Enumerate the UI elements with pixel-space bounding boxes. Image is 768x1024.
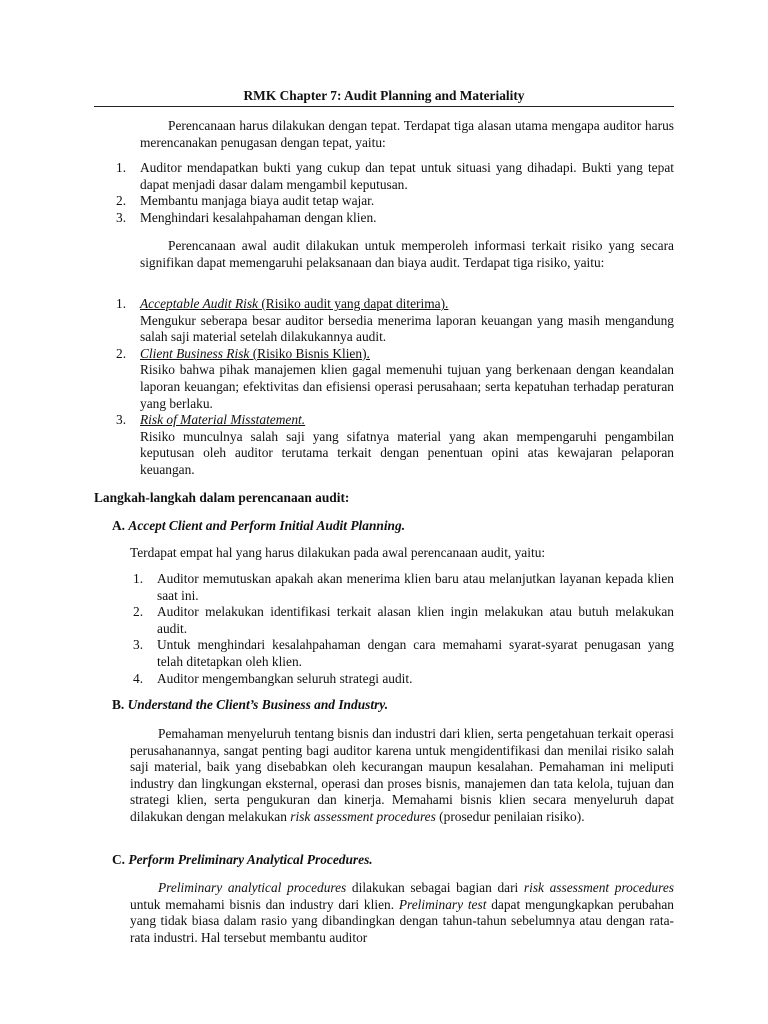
risk-heading [140,296,448,311]
list-item-text: Auditor mengembangkan seluruh strategi audit. [157,670,413,686]
risk-term: Risk of Material Misstatement. [140,412,306,428]
section-a-intro: Terdapat empat hal yang harus dilakukan pada awal perencanaan audit, yaitu: [130,545,546,560]
list-number: 3. [116,412,127,428]
section-c-term: risk assessment procedures [523,880,674,895]
list-item [133,571,674,604]
list-number: 1. [116,296,127,311]
section-c-heading [112,852,373,869]
risk-term: Acceptable Audit Risk [140,296,258,311]
risks-list [116,296,674,479]
section-title: Accept Client and Perform Initial Audit Planning. [128,518,406,533]
list-number: 2. [116,193,127,209]
list-item-text: Auditor mendapatkan bukti yang cukup dan tepat untuk situasi yang dihadapi. Bukti yang tepat dapat menjadi dasar dalam mengambil keputusan. [140,160,674,192]
list-item-text: Membantu manjaga biaya audit tetap wajar. [140,193,375,209]
risk-gloss: (Risiko audit yang dapat diterima). [258,296,449,311]
list-number: 3. [116,209,127,225]
list-item-text: Menghindari kesalahpahaman dengan klien. [140,209,377,225]
section-b-term: risk assessment procedures [290,808,436,824]
list-item [116,412,674,478]
risk-description: Risiko bahwa pihak manajemen klien gagal memenuhi tujuan yang berkenaan dengan keandalan laporan keuangan; efektivitas dan efisiensi operasi perusahaan; serta kepatuhan terhadap peraturan yang berlaku. [140,362,674,411]
list-item [133,637,674,670]
list-item [116,209,674,227]
section-title: Understand the Client’s Business and Industry. [127,697,389,712]
section-c-text: dapat mengungkapkan perubahan yang tidak biasa dalam rasio yang dibandingkan dengan tahun-tahun sebelumnya atau dengan rata-rata industri. Hal tersebut membantu auditor [130,896,675,945]
risk-description: Mengukur seberapa besar auditor bersedia menerima laporan keuangan yang masih mengandung salah saji material setelah dilakukannya audit. [140,312,674,345]
list-item [116,296,674,346]
section-a-heading [112,518,405,535]
section-c-term: Preliminary test [398,896,487,912]
risk-heading [140,346,370,361]
list-number: 3. [133,637,144,653]
intro-paragraph: Perencanaan harus dilakukan dengan tepat. Terdapat tiga alasan utama mengapa auditor harus merencanakan penugasan dengan tepat, yaitu: [140,118,674,150]
list-number: 1. [133,571,144,586]
section-b-text-end: (prosedur penilaian risiko). [435,808,585,824]
section-letter: B. [112,697,125,712]
risk-description: Risiko munculnya salah saji yang sifatnya material yang akan mempengaruhi pengambilan keputusan oleh auditor terutama terkait dengan penentuan opini atas kewajaran pelaporan keuangan. [140,428,674,477]
risk-term: Client Business Risk [140,345,250,361]
list-item [133,670,674,688]
section-a-list [133,571,674,687]
section-letter: A. [112,518,126,533]
list-item-text: Untuk menghindari kesalahpahaman dengan cara memahami syarat-syarat penugasan yang telah ditetapkan oleh klien. [157,637,674,669]
section-c-text: dilakukan sebagai bagian dari [346,880,524,895]
list-item [133,604,674,637]
page-title: RMK Chapter 7: Audit Planning and Materiality [243,88,525,103]
section-b-text: Pemahaman menyeluruh tentang bisnis dan industri dari klien, serta pengetahuan terkait operasi perusahanannya, sangat penting bagi auditor karena untuk mengidentifikasi dan menilai risiko salah saji material, baik yang disebabkan oleh kecurangan maupun kesalahan. Pemahaman ini meliputi industry dan lingkungan eksternal, operasi dan proses bisnis, manajemen dan tata kelola, tujuan dan strategi klien, serta pengukuran dan kinerja. Memahami bisnis klien secara menyeluruh dapat dilakukan dengan melakukan [130,726,674,824]
list-item [116,160,674,193]
section-c-term: Preliminary analytical procedures [158,880,347,895]
list-number: 4. [133,670,144,686]
title-divider [94,106,674,107]
section-c-text: untuk memahami bisnis dan industry dari klien. [130,896,399,912]
section-c-paragraph [130,880,674,946]
list-number: 1. [116,160,127,175]
risk-intro-paragraph: Perencanaan awal audit dilakukan untuk memperoleh informasi terkait risiko yang secara signifikan dapat memengaruhi pelaksanaan dan biaya audit. Terdapat tiga risiko, yaitu: [140,238,674,270]
list-item [116,345,674,412]
list-item-text: Auditor melakukan identifikasi terkait alasan klien ingin melakukan atau butuh melakukan audit. [157,604,674,636]
section-letter: C. [112,852,126,867]
list-item [116,193,674,210]
list-number: 2. [133,604,144,620]
list-item-text: Auditor memutuskan apakah akan menerima klien baru atau melanjutkan layanan kepada klien saat ini. [157,571,674,603]
risk-gloss: (Risiko Bisnis Klien). [249,345,370,361]
steps-heading: Langkah-langkah dalam perencanaan audit: [94,490,350,505]
section-title: Perform Preliminary Analytical Procedures. [128,852,373,867]
section-b-paragraph [130,726,674,826]
reasons-list [116,160,674,226]
section-b-heading [112,697,388,714]
list-number: 2. [116,345,127,361]
